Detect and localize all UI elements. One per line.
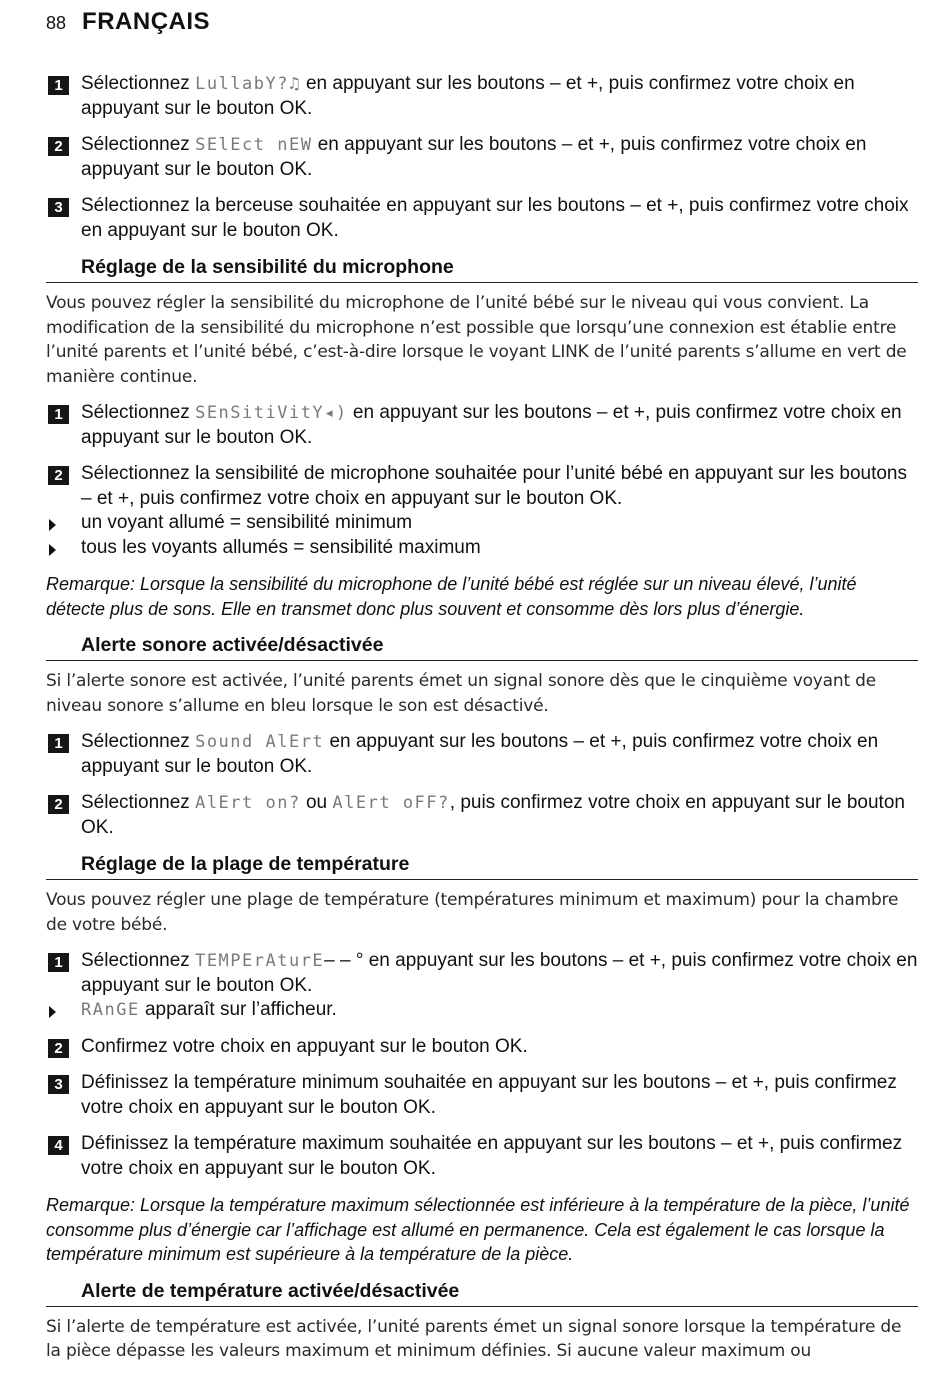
step-text: en appuyant sur les boutons – et +, puis confirmez votre choix en appuyant sur le bouton OK.: [81, 731, 879, 777]
page-content: [46, 72, 918, 1376]
lullaby-step-1: [46, 72, 918, 121]
lcd-text: LullabY?♫: [195, 74, 301, 94]
step-number: 2: [48, 1039, 69, 1058]
lcd-text: SElEct nEW: [195, 135, 313, 155]
section-title-sound-alert: Alerte sonore activée/désactivée: [46, 633, 918, 661]
lcd-text: AlErt oFF?: [332, 793, 450, 813]
step-number: 2: [48, 795, 69, 814]
step-number: 1: [48, 953, 69, 972]
sensitivity-step-1: [46, 401, 918, 450]
step-number: 2: [48, 137, 69, 156]
sensitivity-bullet-2: [46, 536, 918, 561]
temp-alert-intro: Si l’alerte de température est activée, l’unité parents émet un signal sonore lorsque la température de la pièce dépasse les valeurs maximum et minimum définies. Si aucune valeur maximum ou: [46, 1316, 902, 1361]
language-heading: FRANÇAIS: [82, 8, 211, 35]
sensitivity-step-2: [46, 462, 918, 511]
note-label: Remarque:: [46, 1195, 136, 1215]
temp-range-step-4: [46, 1132, 918, 1181]
lcd-text: TEMPErAturE: [195, 951, 325, 971]
note-text: Lorsque la sensibilité du microphone de l’unité bébé est réglée sur un niveau élevé, l’unité détecte plus de sons. Elle en transmet donc plus souvent et consomme dès lors plus d’énergie.: [46, 574, 857, 619]
temp-range-step-2: [46, 1035, 918, 1060]
step-number: 4: [48, 1136, 69, 1155]
step-number: 3: [48, 1075, 69, 1094]
page-number: 88: [46, 13, 67, 33]
step-text: Définissez la température minimum souhaitée en appuyant sur les boutons – et +, puis confirmez votre choix en appuyant sur le bouton OK.: [81, 1072, 897, 1118]
bullet-text: un voyant allumé = sensibilité minimum: [81, 512, 413, 533]
step-text: Sélectionnez: [81, 134, 196, 155]
step-text: Sélectionnez la sensibilité de microphone souhaitée pour l’unité bébé en appuyant sur les boutons – et +, puis confirmez votre choix en appuyant sur le bouton OK.: [81, 463, 907, 509]
sensitivity-bullet-1: [46, 511, 918, 536]
page-header: [46, 8, 210, 42]
note-label: Remarque:: [46, 574, 136, 594]
step-number: 1: [48, 734, 69, 753]
bullet-text: apparaît sur l’afficheur.: [139, 999, 337, 1020]
bullet-arrow-icon: [49, 519, 56, 531]
temp-range-step-1: [46, 949, 918, 998]
step-number: 3: [48, 198, 69, 217]
lullaby-step-3: [46, 194, 918, 243]
section-title-temp-alert: Alerte de température activée/désactivée: [46, 1279, 918, 1307]
step-text: – – ° en appuyant sur les boutons – et +, puis confirmez votre choix en appuyant sur le bouton OK.: [81, 950, 918, 996]
lullaby-step-2: [46, 133, 918, 182]
temp-range-step-3: [46, 1071, 918, 1120]
step-text: Sélectionnez: [81, 73, 196, 94]
lcd-text: Sound AlErt: [195, 732, 325, 752]
step-text: Sélectionnez la berceuse souhaitée en appuyant sur les boutons – et +, puis confirmez votre choix en appuyant sur le bouton OK.: [81, 195, 909, 241]
step-text: Sélectionnez: [81, 792, 196, 813]
step-text: en appuyant sur les boutons – et +, puis confirmez votre choix en appuyant sur le bouton OK.: [81, 73, 855, 119]
bullet-arrow-icon: [49, 1006, 56, 1018]
sensitivity-intro: Vous pouvez régler la sensibilité du microphone de l’unité bébé sur le niveau qui vous convient. La modification de la sensibilité du microphone n’est possible que lorsqu’une connexion est établie entre l’unité parents et l’unité bébé, c’est-à-dire lorsque le voyant LINK de l’unité parents s’allume en vert de manière continue.: [46, 293, 907, 387]
step-text: Sélectionnez: [81, 950, 196, 971]
step-text: en appuyant sur les boutons – et +, puis confirmez votre choix en appuyant sur le bouton OK.: [81, 402, 902, 448]
step-number: 1: [48, 76, 69, 95]
lcd-text: SEnSitiVitY◂): [195, 403, 348, 423]
temp-range-intro: Vous pouvez régler une plage de température (températures minimum et maximum) pour la chambre de votre bébé.: [46, 890, 899, 935]
temp-range-note: [46, 1193, 918, 1267]
step-text: , puis confirmez votre choix en appuyant sur le bouton OK.: [81, 792, 905, 838]
sound-alert-intro: Si l’alerte sonore est activée, l’unité parents émet un signal sonore dès que le cinquième voyant de niveau sonore s’allume en bleu lorsque le son est désactivé.: [46, 671, 876, 716]
step-text: en appuyant sur les boutons – et +, puis confirmez votre choix en appuyant sur le bouton OK.: [81, 134, 867, 180]
section-title-temp-range: Réglage de la plage de température: [46, 852, 918, 880]
lcd-text: AlErt on?: [195, 793, 301, 813]
temp-range-bullet: [46, 998, 918, 1023]
step-text: Confirmez votre choix en appuyant sur le bouton OK.: [81, 1035, 528, 1057]
sound-alert-step-1: [46, 730, 918, 779]
lcd-text: RAnGE: [81, 1000, 140, 1020]
step-number: 1: [48, 405, 69, 424]
bullet-text: tous les voyants allumés = sensibilité maximum: [81, 536, 481, 558]
step-text: Sélectionnez: [81, 402, 196, 423]
step-text: ou: [300, 792, 333, 813]
sound-alert-step-2: [46, 791, 918, 840]
step-number: 2: [48, 466, 69, 485]
sensitivity-note: [46, 572, 918, 621]
step-text: Sélectionnez: [81, 731, 196, 752]
note-text: Lorsque la température maximum sélectionnée est inférieure à la température de la pièce, l’unité consomme plus d’énergie car l’affichage est allumé en permanence. Cela est également le cas lorsque la température minimum est supérieure à la température de la pièce.: [46, 1195, 910, 1264]
step-text: Définissez la température maximum souhaitée en appuyant sur les boutons – et +, puis confirmez votre choix en appuyant sur le bouton OK.: [81, 1133, 903, 1179]
section-title-sensitivity: Réglage de la sensibilité du microphone: [46, 255, 918, 283]
bullet-arrow-icon: [49, 544, 56, 556]
